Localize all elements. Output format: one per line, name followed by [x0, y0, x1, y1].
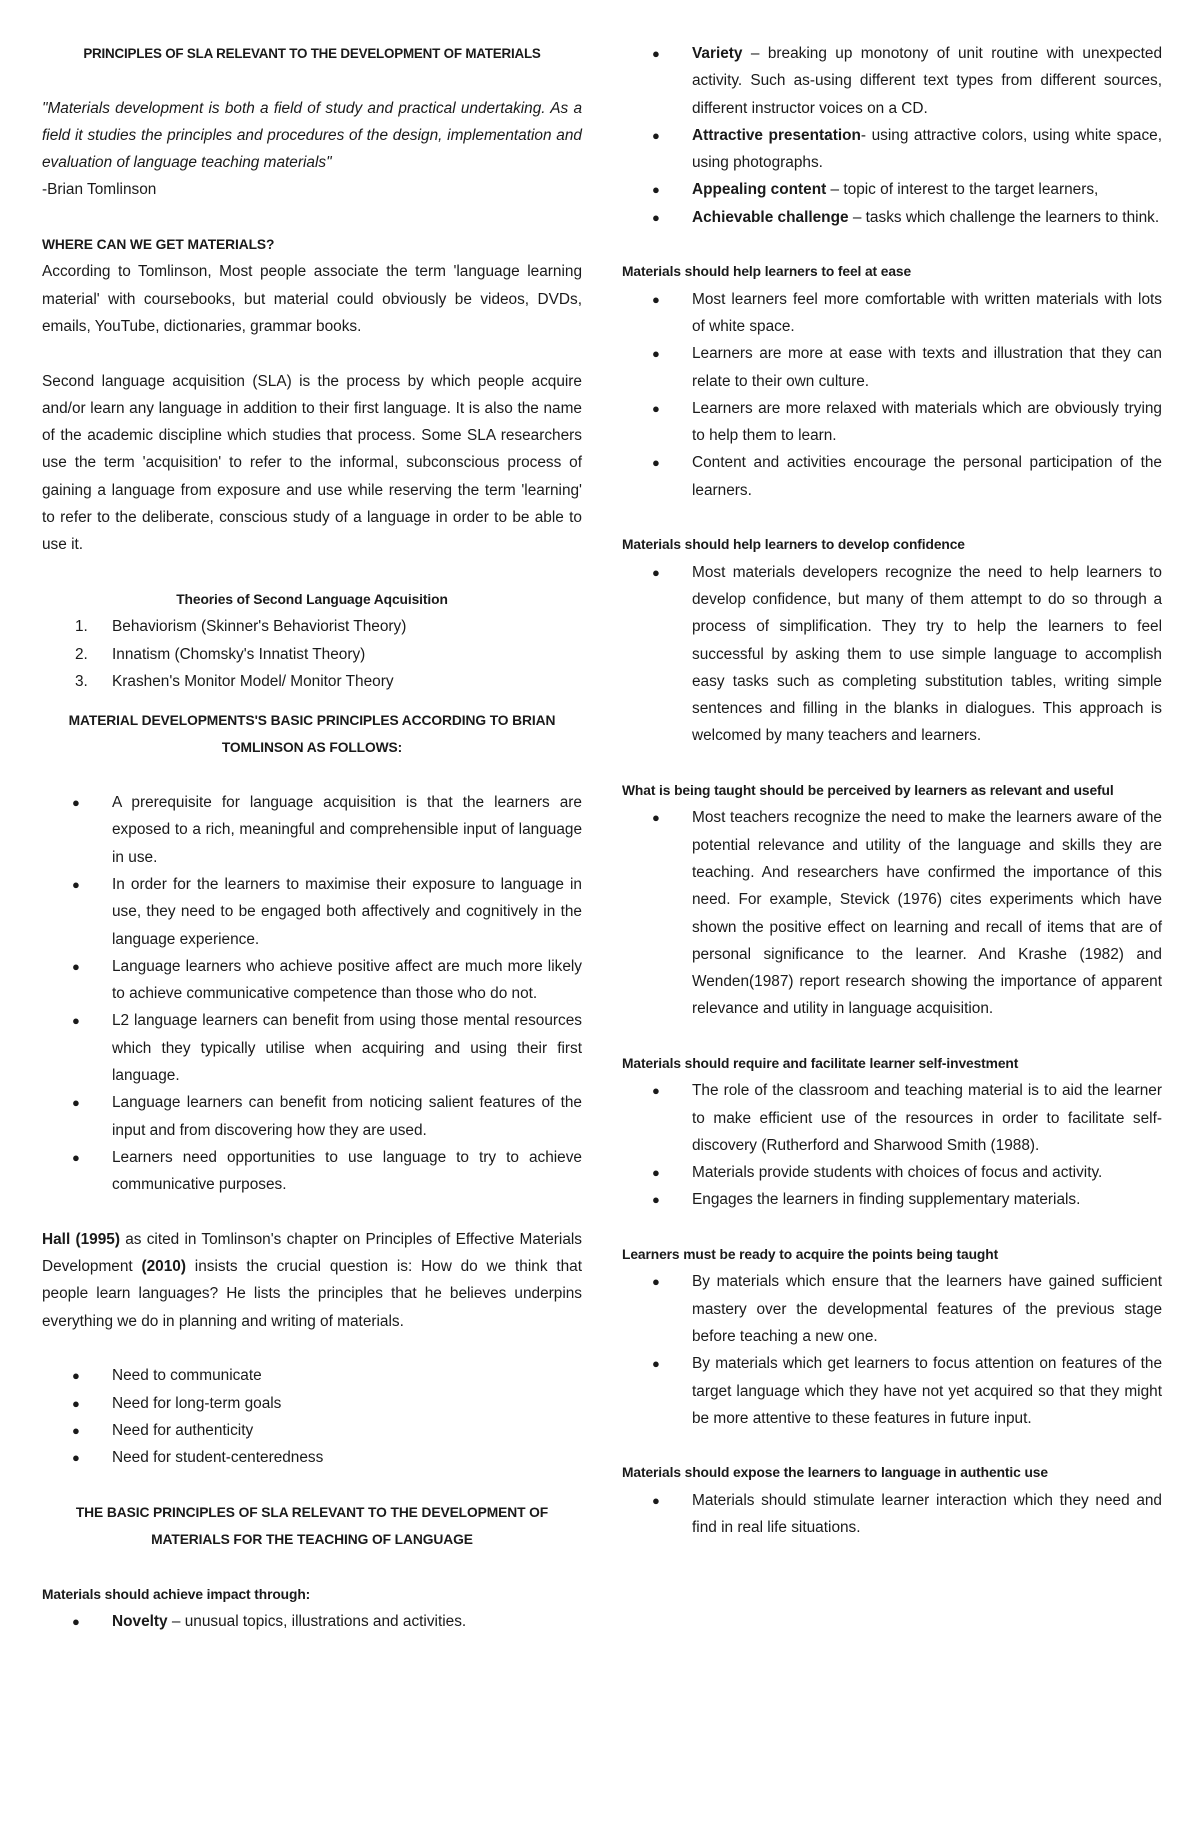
theories-list: [42, 613, 582, 695]
bullet-icon: ●: [652, 209, 660, 225]
list-item: [42, 1608, 582, 1635]
bullet-icon: ●: [72, 1013, 80, 1029]
list-item-label: Appealing content: [692, 181, 827, 199]
bullet-icon: ●: [652, 291, 660, 307]
authentic-heading: Materials should expose the learners to language in authentic use: [622, 1465, 1048, 1481]
confidence-list: [622, 559, 1162, 750]
bullet-icon: ●: [652, 1356, 660, 1372]
list-item: [622, 449, 1162, 504]
bullet-icon: ●: [72, 1422, 80, 1438]
bullet-icon: ●: [72, 876, 80, 892]
list-item-text: – breaking up monotony of unit routine with unexpected activity. Such as-using different text types from different sources, different instructor voices on a CD.: [692, 45, 1162, 117]
bullet-icon: ●: [652, 564, 660, 580]
list-item-text: - using attractive colors, using white space, using photographs.: [692, 126, 1162, 172]
list-item-label: Achievable challenge: [692, 208, 849, 226]
impact-list-continued: [622, 40, 1162, 231]
ready-heading: Learners must be ready to acquire the points being taught: [622, 1247, 999, 1263]
list-item-text: – unusual topics, illustrations and activities.: [167, 1612, 467, 1630]
left-column: [42, 40, 582, 1635]
list-item: [622, 1077, 1162, 1159]
list-item: [622, 559, 1162, 750]
list-item: [42, 1390, 582, 1417]
list-item: [622, 1350, 1162, 1432]
bullet-icon: ●: [652, 1083, 660, 1099]
bullet-icon: ●: [652, 400, 660, 416]
list-number: 3.: [75, 672, 88, 690]
list-item-text: L2 language learners can benefit from using those mental resources which they typically utilise when acquiring and using their first language.: [112, 1012, 582, 1084]
bullet-icon: ●: [72, 958, 80, 974]
ease-heading: Materials should help learners to feel at ease: [622, 264, 912, 280]
bullet-icon: ●: [652, 127, 660, 143]
hall-year: (2010): [141, 1258, 186, 1276]
list-item-text: Most materials developers recognize the need to help learners to develop confidence, but many of them attempt to do so through a process of simplification. They try to help the learners to feel successful by asking them to use simple language to accomplish easy tasks such as completing substitution tables, writing simple sentences and filling in the blanks in dialogues. This approach is welcomed by many teachers and learners.: [692, 563, 1162, 745]
list-item-text: Krashen's Monitor Model/ Monitor Theory: [112, 672, 394, 690]
list-item-text: Content and activities encourage the personal participation of the learners.: [692, 454, 1162, 499]
list-item: [622, 804, 1162, 1022]
list-item-text: Learners need opportunities to use language to try to achieve communicative purposes.: [112, 1148, 582, 1194]
bullet-icon: ●: [72, 1095, 80, 1111]
list-item: [42, 1144, 582, 1199]
basic-principles-heading: THE BASIC PRINCIPLES OF SLA RELEVANT TO THE DEVELOPMENT OF MATERIALS FOR THE TEACHING OF LANGUAGE: [75, 1504, 549, 1548]
list-item-text: Materials should stimulate learner interaction which they need and find in real life situations.: [692, 1491, 1162, 1537]
list-item-text: – topic of interest to the target learners,: [826, 181, 1099, 199]
list-item: [622, 204, 1162, 231]
self-investment-list: [622, 1077, 1162, 1213]
list-item: [622, 176, 1162, 203]
list-number: 1.: [75, 618, 88, 636]
bullet-icon: ●: [652, 1274, 660, 1290]
tomlinson-quote: "Materials development is both a field of study and practical undertaking. As a field it studies the principles and procedures of the design, implementation and evaluation of language teaching materials": [42, 99, 582, 172]
list-item: [622, 1186, 1162, 1213]
where-paragraph: According to Tomlinson, Most people associate the term 'language learning material' with coursebooks, but material could obviously be videos, DVDs, emails, YouTube, dictionaries, grammar books.: [42, 263, 582, 335]
list-item: [42, 953, 582, 1008]
bullet-icon: ●: [652, 346, 660, 362]
impact-list-start: [42, 1608, 582, 1635]
ease-list: [622, 286, 1162, 504]
list-item: [42, 668, 582, 695]
list-item-text: By materials which get learners to focus attention on features of the target language which they have not yet acquired so that they might be more attentive to these features in future input.: [692, 1355, 1162, 1427]
sla-paragraph: Second language acquisition (SLA) is the process by which people acquire and/or learn any language in addition to their first language. It is also the name of the academic discipline which studies that process. Some SLA researchers use the term 'acquisition' to refer to the informal, subconscious process of gaining a language from exposure and use while reserving the term 'learning' to refer to the deliberate, conscious study of a language in order to be able to use it.: [42, 372, 582, 554]
list-item-text: Materials provide students with choices of focus and activity.: [692, 1164, 1103, 1182]
bullet-icon: ●: [652, 1492, 660, 1508]
quote-author: -Brian Tomlinson: [42, 181, 157, 199]
hall-citation: Hall (1995): [42, 1230, 120, 1248]
list-item-label: Novelty: [112, 1612, 168, 1630]
list-item-text: A prerequisite for language acquisition is that the learners are exposed to a rich, meaningful and comprehensible input of language in use.: [112, 794, 582, 866]
impact-heading: Materials should achieve impact through:: [42, 1586, 311, 1602]
bullet-icon: ●: [72, 1395, 80, 1411]
hall-paragraph: [42, 1226, 582, 1335]
document-title: PRINCIPLES OF SLA RELEVANT TO THE DEVELOPMENT OF MATERIALS: [83, 46, 541, 61]
self-investment-heading: Materials should require and facilitate learner self-investment: [622, 1055, 1019, 1071]
list-item: [622, 122, 1162, 177]
list-item: [42, 789, 582, 871]
bullet-icon: ●: [72, 1613, 80, 1629]
list-item: [42, 1089, 582, 1144]
list-item-text: Language learners who achieve positive affect are much more likely to achieve communicative competence than those who do not.: [112, 957, 582, 1003]
list-item: [622, 1268, 1162, 1350]
bullet-icon: ●: [652, 455, 660, 471]
bullet-icon: ●: [72, 1450, 80, 1466]
right-column: [622, 40, 1162, 1541]
relevant-list: [622, 804, 1162, 1022]
list-item: [42, 1362, 582, 1389]
bullet-icon: ●: [652, 46, 660, 61]
list-item-text: Need for long-term goals: [112, 1394, 282, 1412]
bullet-icon: ●: [652, 1192, 660, 1208]
list-item: [622, 340, 1162, 395]
confidence-heading: Materials should help learners to develop confidence: [622, 537, 965, 553]
list-item-text: Behaviorism (Skinner's Behaviorist Theory): [112, 618, 407, 636]
list-item-text: In order for the learners to maximise their exposure to language in use, they need to be engaged both affectively and cognitively in the language experience.: [112, 875, 582, 948]
list-item: [622, 395, 1162, 450]
list-item: [42, 871, 582, 953]
list-item-label: Variety: [692, 45, 743, 62]
bullet-icon: ●: [72, 795, 80, 811]
list-item: [622, 286, 1162, 341]
list-item: [42, 613, 582, 640]
list-item-label: Attractive presentation: [692, 126, 861, 144]
list-item: [42, 1417, 582, 1444]
list-item: [622, 1159, 1162, 1186]
authentic-list: [622, 1487, 1162, 1542]
material-developments-list: [42, 789, 582, 1198]
list-item: [42, 1007, 582, 1089]
list-item-text: – tasks which challenge the learners to think.: [848, 208, 1160, 226]
material-developments-heading: MATERIAL DEVELOPMENTS'S BASIC PRINCIPLES ACCORDING TO BRIAN TOMLINSON AS FOLLOWS:: [68, 713, 556, 756]
list-item-text: Learners are more relaxed with materials which are obviously trying to help them to learn.: [692, 399, 1162, 445]
list-item-text: Need to communicate: [112, 1367, 262, 1385]
list-item-text: Most teachers recognize the need to make the learners aware of the potential relevance and utility of the language and skills they are teaching. And researchers have confirmed the importance of this need. For example, Stevick (1976) cites experiments which have shown the positive effect on learning and recall of items that are of personal significance to the learner. And Krashe (1982) and Wenden(1987) report research showing the importance of apparent relevance and utility in language acquisition.: [692, 809, 1162, 1018]
list-item-text: Language learners can benefit from noticing salient features of the input and from discovering how they are used.: [112, 1094, 582, 1139]
list-item-text: By materials which ensure that the learners have gained sufficient mastery over the developmental features of the previous stage before teaching a new one.: [692, 1273, 1162, 1345]
bullet-icon: ●: [72, 1368, 80, 1384]
where-heading: WHERE CAN WE GET MATERIALS?: [42, 237, 275, 253]
list-item-text: Need for authenticity: [112, 1421, 254, 1439]
list-number: 2.: [75, 645, 88, 663]
hall-text-1: as cited in Tomlinson's chapter on Principles of Effective Materials Development: [42, 1230, 582, 1276]
bullet-icon: ●: [652, 1165, 660, 1181]
ready-list: [622, 1268, 1162, 1432]
list-item: [622, 40, 1162, 122]
needs-list: [42, 1362, 582, 1471]
list-item: [42, 641, 582, 668]
list-item: [622, 1487, 1162, 1542]
theories-heading: Theories of Second Language Aqcuisition: [176, 591, 448, 607]
list-item-text: Innatism (Chomsky's Innatist Theory): [112, 645, 366, 663]
bullet-icon: ●: [72, 1149, 80, 1165]
list-item: [42, 1444, 582, 1471]
list-item-text: Most learners feel more comfortable with written materials with lots of white space.: [692, 290, 1162, 335]
bullet-icon: ●: [652, 182, 660, 198]
relevant-heading: What is being taught should be perceived by learners as relevant and useful: [622, 783, 1114, 799]
list-item-text: Need for student-centeredness: [112, 1449, 324, 1467]
hall-text-2: insists the crucial question is: How do we think that people learn languages? He lists the principles that he believes underpins everything we do in planning and writing of materials.: [42, 1258, 583, 1330]
list-item-text: Engages the learners in finding supplementary materials.: [692, 1191, 1081, 1209]
list-item-text: The role of the classroom and teaching material is to aid the learner to make efficient use of the resources in order to facilitate self-discovery (Rutherford and Sharwood Smith (1988).: [692, 1082, 1162, 1154]
list-item-text: Learners are more at ease with texts and illustration that they can relate to their own culture.: [692, 345, 1162, 390]
bullet-icon: ●: [652, 810, 660, 826]
